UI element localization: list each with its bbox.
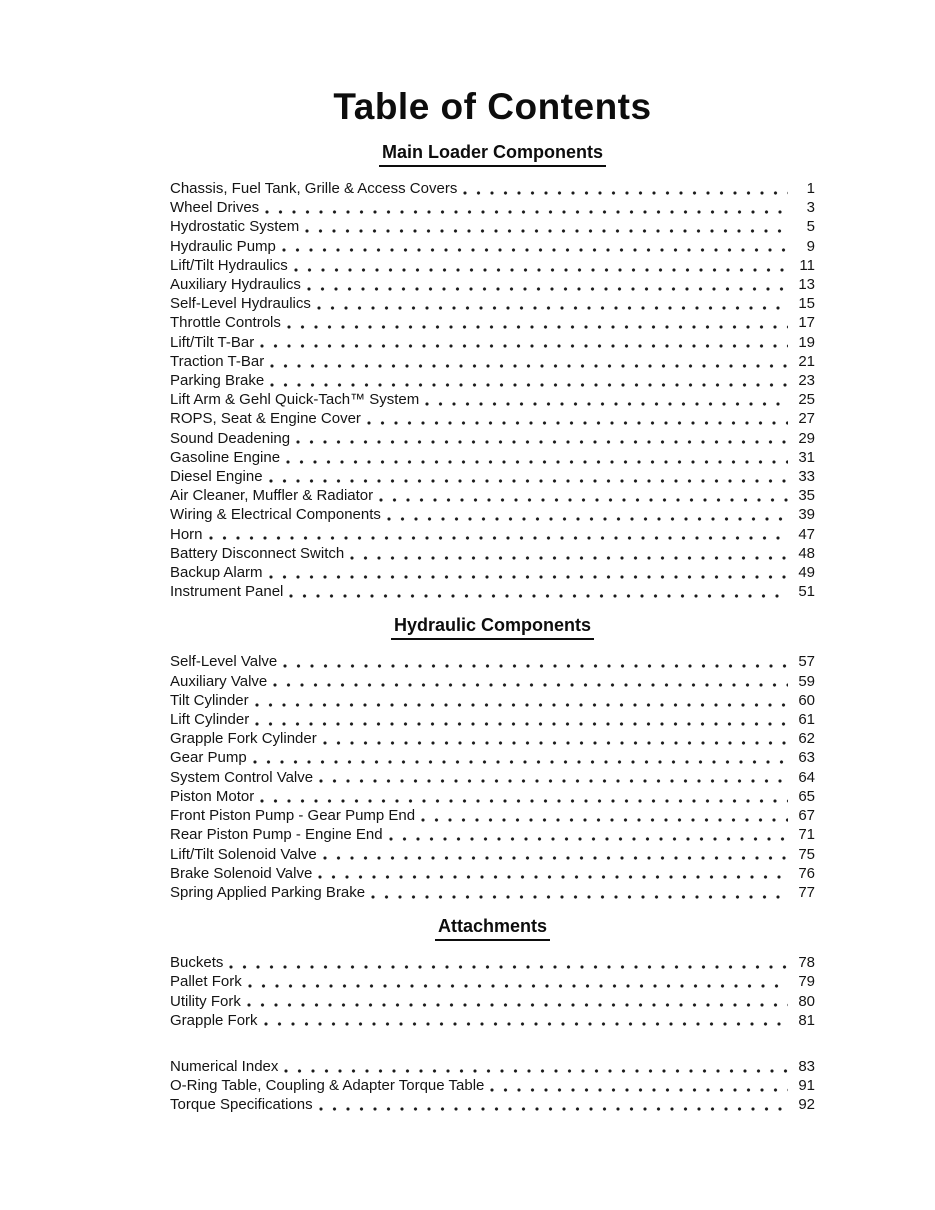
- toc-entry-page: 25: [798, 391, 815, 409]
- toc-entry-page: 5: [806, 218, 815, 236]
- toc-entry: [170, 864, 815, 883]
- toc-entry-label: Grapple Fork: [170, 1011, 258, 1029]
- toc-entry: [170, 582, 815, 601]
- toc-entry-label: ROPS, Seat & Engine Cover: [170, 410, 361, 428]
- section-heading-wrap: [170, 916, 815, 941]
- toc-entry: [170, 390, 815, 409]
- toc-entry-page: 75: [798, 845, 815, 863]
- toc-entry-label: Lift/Tilt Hydraulics: [170, 256, 288, 274]
- dot-leader: [262, 1011, 788, 1030]
- toc-entry: [170, 448, 815, 467]
- toc-entry-label: Auxiliary Valve: [170, 672, 268, 690]
- toc-entry: [170, 1076, 815, 1095]
- toc-entry: [170, 409, 815, 428]
- dot-leader: [207, 525, 788, 544]
- toc-entry-label: O-Ring Table, Coupling & Adapter Torque Table: [170, 1077, 485, 1095]
- dot-leader: [348, 544, 788, 563]
- toc-entry-page: 59: [798, 672, 815, 690]
- dot-leader: [282, 1057, 788, 1076]
- dot-leader: [258, 333, 788, 352]
- toc-entry-page: 61: [798, 711, 815, 729]
- toc-entry-page: 23: [798, 372, 815, 390]
- toc-entry: [170, 237, 815, 256]
- toc-entry-label: Self-Level Valve: [170, 653, 278, 671]
- toc-entry: [170, 992, 815, 1011]
- toc-entry-page: 21: [798, 352, 815, 370]
- toc-entry: [170, 845, 815, 864]
- toc-entry-page: 13: [798, 276, 815, 294]
- toc-entry-list: [170, 1057, 815, 1115]
- toc-entry: [170, 1011, 815, 1030]
- toc-entry: [170, 429, 815, 448]
- toc-entry-page: 77: [798, 883, 815, 901]
- toc-entry-label: Grapple Fork Cylinder: [170, 730, 317, 748]
- dot-leader: [284, 448, 788, 467]
- toc-entry-page: 91: [798, 1077, 815, 1095]
- section-heading-wrap: [170, 615, 815, 640]
- section-heading-wrap: [170, 142, 815, 167]
- toc-entry: [170, 652, 815, 671]
- toc-entry-label: System Control Valve: [170, 768, 314, 786]
- toc-entry-label: Buckets: [170, 954, 224, 972]
- toc-entry-page: 29: [798, 429, 815, 447]
- toc-entry: [170, 217, 815, 236]
- toc-entry: [170, 179, 815, 198]
- toc-entry: [170, 1095, 815, 1114]
- toc-entry-label: Diesel Engine: [170, 468, 263, 486]
- toc-entry-page: 64: [798, 768, 815, 786]
- toc-entry-page: 48: [798, 544, 815, 562]
- toc-section: [170, 1057, 815, 1115]
- toc-entry: [170, 806, 815, 825]
- dot-leader: [271, 672, 788, 691]
- dot-leader: [317, 1095, 788, 1114]
- toc-entry-page: 81: [798, 1011, 815, 1029]
- toc-entry: [170, 256, 815, 275]
- dot-leader: [321, 729, 788, 748]
- toc-entry: [170, 748, 815, 767]
- toc-entry-label: Rear Piston Pump - Engine End: [170, 826, 383, 844]
- toc-entry-label: Gasoline Engine: [170, 448, 281, 466]
- dot-leader: [369, 883, 788, 902]
- toc-section: [170, 916, 815, 1030]
- toc-entry-label: Wiring & Electrical Components: [170, 506, 381, 524]
- toc-entry: [170, 672, 815, 691]
- toc-section: [170, 142, 815, 601]
- dot-leader: [263, 198, 788, 217]
- dot-leader: [303, 217, 788, 236]
- toc-sections: [170, 142, 815, 1115]
- toc-entry: [170, 710, 815, 729]
- toc-entry-label: Torque Specifications: [170, 1096, 313, 1114]
- toc-entry: [170, 467, 815, 486]
- toc-entry-page: 27: [798, 410, 815, 428]
- toc-entry-label: Horn: [170, 525, 203, 543]
- section-heading: Main Loader Components: [379, 142, 606, 167]
- dot-leader: [385, 505, 788, 524]
- toc-entry: [170, 294, 815, 313]
- toc-entry-label: Utility Fork: [170, 992, 241, 1010]
- dot-leader: [321, 845, 788, 864]
- toc-entry: [170, 1057, 815, 1076]
- toc-entry-label: Tilt Cylinder: [170, 691, 249, 709]
- dot-leader: [227, 953, 788, 972]
- toc-entry-page: 17: [798, 314, 815, 332]
- toc-entry-page: 51: [798, 583, 815, 601]
- toc-entry-label: Backup Alarm: [170, 564, 263, 582]
- dot-leader: [251, 748, 788, 767]
- toc-entry-page: 39: [798, 506, 815, 524]
- dot-leader: [419, 806, 788, 825]
- toc-entry: [170, 333, 815, 352]
- toc-entry: [170, 825, 815, 844]
- toc-entry-label: Gear Pump: [170, 749, 247, 767]
- dot-leader: [245, 992, 788, 1011]
- toc-entry: [170, 352, 815, 371]
- toc-entry-page: 15: [798, 295, 815, 313]
- toc-entry: [170, 729, 815, 748]
- dot-leader: [285, 313, 788, 332]
- toc-entry-list: [170, 179, 815, 601]
- toc-entry-label: Front Piston Pump - Gear Pump End: [170, 807, 416, 825]
- toc-entry-label: Numerical Index: [170, 1057, 279, 1075]
- toc-entry-label: Brake Solenoid Valve: [170, 864, 313, 882]
- toc-entry-label: Pallet Fork: [170, 973, 242, 991]
- dot-leader: [292, 256, 788, 275]
- toc-content: [170, 0, 815, 1115]
- toc-entry: [170, 768, 815, 787]
- toc-entry-page: 57: [798, 653, 815, 671]
- dot-leader: [268, 352, 788, 371]
- toc-entry-label: Hydraulic Pump: [170, 237, 276, 255]
- toc-entry-page: 80: [798, 992, 815, 1010]
- dot-leader: [253, 691, 788, 710]
- toc-entry-page: 11: [799, 256, 815, 274]
- dot-leader: [258, 787, 788, 806]
- dot-leader: [488, 1076, 788, 1095]
- toc-entry: [170, 275, 815, 294]
- toc-entry-page: 63: [798, 749, 815, 767]
- dot-leader: [317, 768, 788, 787]
- dot-leader: [305, 275, 788, 294]
- toc-entry-page: 79: [798, 973, 815, 991]
- toc-entry-page: 35: [798, 487, 815, 505]
- toc-section: [170, 615, 815, 902]
- toc-entry-label: Chassis, Fuel Tank, Grille & Access Covers: [170, 180, 458, 197]
- toc-entry: [170, 525, 815, 544]
- toc-entry-label: Battery Disconnect Switch: [170, 544, 345, 562]
- toc-entry-page: 33: [798, 468, 815, 486]
- toc-entry: [170, 544, 815, 563]
- toc-entry: [170, 505, 815, 524]
- toc-entry-label: Parking Brake: [170, 372, 265, 390]
- toc-entry-label: Lift Cylinder: [170, 711, 250, 729]
- dot-leader: [268, 371, 788, 390]
- toc-entry-label: Air Cleaner, Muffler & Radiator: [170, 487, 374, 505]
- toc-entry-page: 49: [798, 564, 815, 582]
- dot-leader: [461, 179, 788, 198]
- dot-leader: [267, 563, 788, 582]
- toc-entry-label: Traction T-Bar: [170, 352, 265, 370]
- toc-entry-page: 62: [798, 730, 815, 748]
- toc-entry: [170, 691, 815, 710]
- toc-entry-label: Wheel Drives: [170, 199, 260, 217]
- toc-entry: [170, 787, 815, 806]
- toc-entry-page: 60: [798, 691, 815, 709]
- toc-entry: [170, 486, 815, 505]
- toc-entry: [170, 198, 815, 217]
- toc-entry: [170, 313, 815, 332]
- toc-entry: [170, 953, 815, 972]
- toc-entry-label: Throttle Controls: [170, 314, 281, 332]
- dot-leader: [387, 825, 788, 844]
- dot-leader: [423, 390, 788, 409]
- toc-entry-page: 92: [798, 1096, 815, 1114]
- dot-leader: [377, 486, 788, 505]
- dot-leader: [246, 972, 788, 991]
- toc-entry: [170, 563, 815, 582]
- toc-entry-page: 31: [798, 448, 815, 466]
- toc-entry-label: Lift Arm & Gehl Quick-Tach™ System: [170, 391, 420, 409]
- toc-entry-label: Lift/Tilt Solenoid Valve: [170, 845, 317, 863]
- toc-entry-page: 1: [806, 180, 815, 197]
- toc-entry-page: 9: [806, 237, 815, 255]
- dot-leader: [294, 429, 788, 448]
- toc-entry-page: 83: [798, 1057, 815, 1075]
- dot-leader: [253, 710, 788, 729]
- section-heading: Hydraulic Components: [391, 615, 594, 640]
- toc-entry-page: 76: [798, 864, 815, 882]
- dot-leader: [281, 652, 788, 671]
- toc-entry-page: 19: [798, 333, 815, 351]
- toc-entry-label: Auxiliary Hydraulics: [170, 276, 301, 294]
- toc-entry: [170, 371, 815, 390]
- toc-entry: [170, 883, 815, 902]
- dot-leader: [280, 237, 788, 256]
- toc-entry-label: Self-Level Hydraulics: [170, 295, 311, 313]
- dot-leader: [316, 864, 788, 883]
- section-heading: Attachments: [435, 916, 550, 941]
- dot-leader: [365, 409, 788, 428]
- toc-entry-label: Sound Deadening: [170, 429, 291, 447]
- dot-leader: [287, 582, 788, 601]
- toc-entry-page: 78: [798, 954, 815, 972]
- dot-leader: [267, 467, 788, 486]
- toc-entry-label: Piston Motor: [170, 787, 255, 805]
- toc-entry-page: 47: [798, 525, 815, 543]
- page-title: Table of Contents: [333, 86, 652, 127]
- toc-entry-page: 65: [798, 787, 815, 805]
- toc-entry-page: 71: [798, 826, 815, 844]
- toc-entry-label: Hydrostatic System: [170, 218, 300, 236]
- dot-leader: [315, 294, 788, 313]
- toc-entry-list: [170, 953, 815, 1030]
- toc-entry-list: [170, 652, 815, 902]
- toc-entry-label: Instrument Panel: [170, 583, 284, 601]
- toc-entry: [170, 972, 815, 991]
- toc-entry-label: Spring Applied Parking Brake: [170, 883, 366, 901]
- toc-entry-page: 3: [806, 199, 815, 217]
- toc-entry-label: Lift/Tilt T-Bar: [170, 333, 255, 351]
- toc-entry-page: 67: [798, 807, 815, 825]
